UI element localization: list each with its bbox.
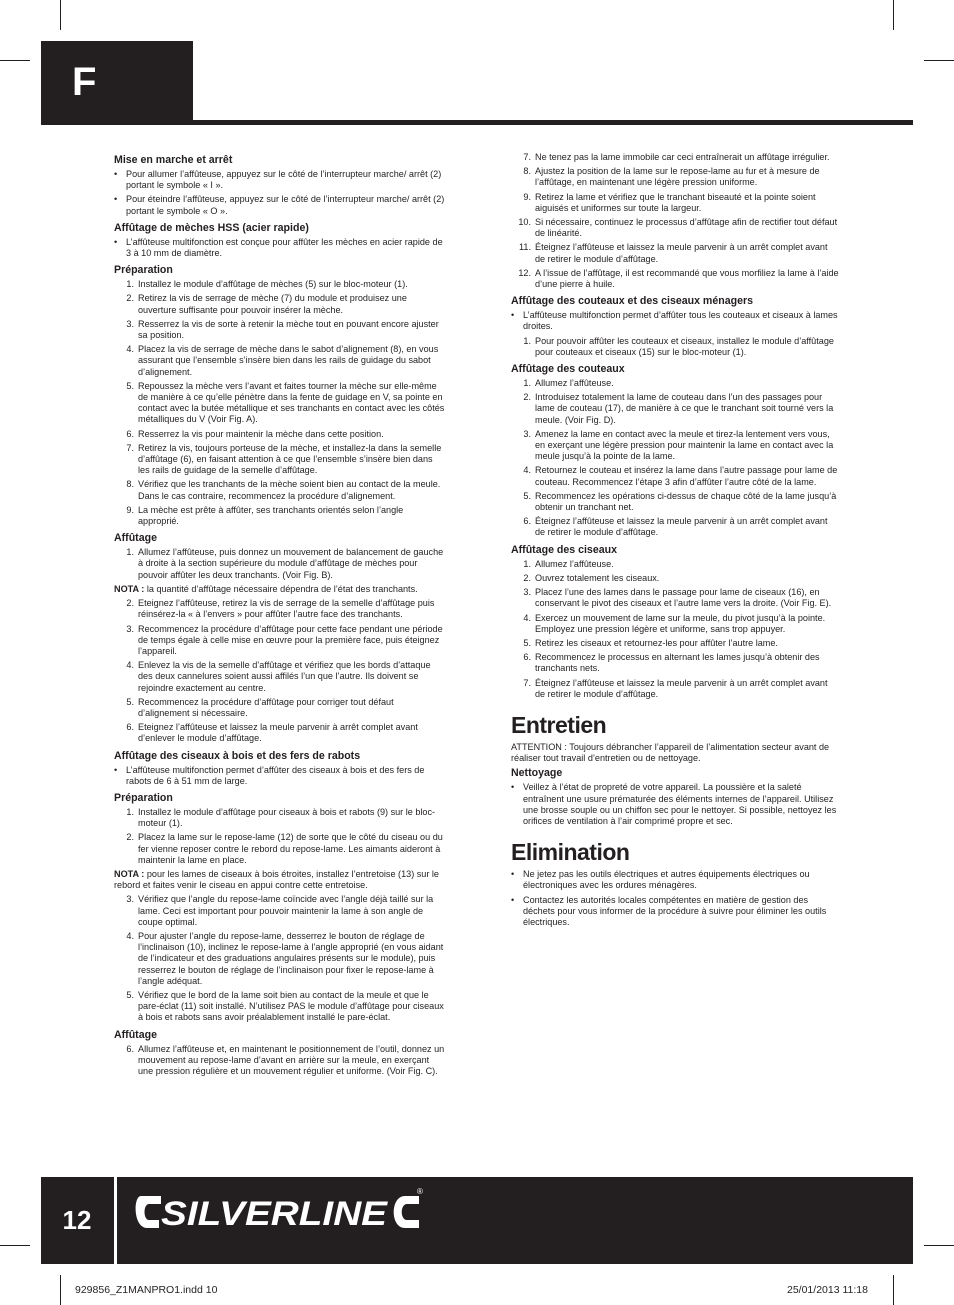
heading-nettoyage: Nettoyage <box>511 767 563 780</box>
item-text: Éteignez l’affûteuse et laissez la meule parvenir à un arrêt complet avant de retirer le module d’affûtage. <box>535 516 828 538</box>
step-number: 2. <box>523 392 531 403</box>
step-number: 5. <box>126 380 134 391</box>
item-text: Placez la vis de serrage de mèche dans le sabot d’alignement (8), en vous assurant que l’ensemble s’insère bien dans les rails de guidage du sabot d’alignement. <box>138 344 439 377</box>
bullet-marker: • <box>114 194 118 205</box>
aff2-list <box>114 1044 446 1078</box>
heading-elimination: Elimination <box>511 839 630 866</box>
numbered-step <box>114 807 446 829</box>
continued-list <box>511 152 840 290</box>
numbered-step <box>511 516 840 538</box>
step-number: 1. <box>126 547 134 558</box>
step-number: 2. <box>126 832 134 843</box>
step-number: 6. <box>523 652 531 663</box>
item-text: Allumez l’affûteuse et, en maintenant le positionnement de l’outil, donnez un mouvement au repose-lame d’avant en arrière sur la meule, en exerçant une pression régulière et un mouvement régulier et uniforme. (Voir Fig. C). <box>138 1043 445 1076</box>
item-text: Eteignez l’affûteuse et laissez la meule parvenir à arrêt complet avant d’enlever le module d’affûtage. <box>138 722 418 744</box>
footer-divider <box>114 1177 117 1264</box>
step-number: 1. <box>523 558 531 569</box>
note-1: NOTA : la quantité d’affûtage nécessaire dépendra de l’état des tranchants. <box>114 583 418 594</box>
item-text: Ne tenez pas la lame immobile car ceci entraînerait un affûtage irrégulier. <box>535 152 830 162</box>
numbered-step <box>114 279 446 290</box>
item-text: A l’issue de l’affûtage, il est recommandé que vous morfiliez la lame à l’aide d’une pierre à huile. <box>535 267 839 290</box>
item-text: Allumez l’affûteuse, puis donnez un mouvement de balancement de gauche à droite à la section supérieure du module d’affûtage de mèches pour pouvoir affûter les deux tranchants. (Voir Fig. B). <box>138 547 444 580</box>
prep1-list <box>114 279 446 527</box>
bullet-item <box>114 765 446 787</box>
numbered-step <box>114 697 446 719</box>
numbered-step <box>114 598 446 620</box>
knives-scissors-bullets <box>511 310 840 332</box>
step-number: 7. <box>523 152 531 162</box>
chisels-list <box>114 765 446 787</box>
item-text: La mèche est prête à affûter, ses tranchants orientés selon l’angle approprié. <box>138 504 404 527</box>
elimination-list <box>511 869 840 928</box>
item-text: Vérifiez que les tranchants de la mèche soient bien au contact de la meule. Dans le cas contraire, recommencez la procédure d’alignement. <box>138 479 441 501</box>
slug-date: 25/01/2013 11:18 <box>787 1284 868 1296</box>
aff1a-list <box>114 547 446 581</box>
bullet-item <box>511 782 840 827</box>
item-text: Amenez la lame en contact avec la meule et tirez-la lentement vers vous, en exerçant une légère pression pour maintenir la lame en contact avec la meule jusqu’à la pointe de la lame. <box>535 428 834 462</box>
knives-list <box>511 378 840 539</box>
step-number: 3. <box>126 623 134 634</box>
crop-mark <box>924 1245 954 1246</box>
numbered-step <box>114 722 446 744</box>
step-number: 5. <box>126 989 134 1000</box>
prep2b-list <box>114 894 446 1023</box>
registered-mark: ® <box>417 1187 423 1196</box>
heading-hss: Affûtage de mèches HSS (acier rapide) <box>114 221 309 234</box>
crop-mark <box>893 0 894 30</box>
item-text: Ajustez la position de la lame sur le repose-lame au fur et à mesure de l’affûtage, en maintenant une légère pression uniforme. <box>535 166 820 188</box>
numbered-step <box>511 491 840 513</box>
item-text: Retirez la vis, toujours porteuse de la mèche, et installez-la dans la semelle d’affûtage (6), en faisant attention à ce que l’ensemble s’insère bien dans les rails de guidage de la semelle d’affûtage. <box>138 442 442 476</box>
bullet-marker: • <box>114 169 118 179</box>
item-text: Pour éteindre l’affûteuse, appuyez sur le côté de l’interrupteur marche/ arrêt (2) portant le symbole « O ». <box>126 194 445 216</box>
step-number: 3. <box>523 587 531 598</box>
step-number: 2. <box>126 293 134 304</box>
item-text: Vérifiez que l’angle du repose-lame coïncide avec l’angle déjà taillé sur la lame. Ceci est important pour pouvoir maintenir la lame à son angle de coupe optimal. <box>138 894 434 927</box>
item-text: Contactez les autorités locales compétentes en matière de gestion des déchets pour vous informer de la procédure à suivre pour éliminer les outils électriques. <box>523 894 827 927</box>
item-text: Vérifiez que le bord de la lame soit bien au contact de la meule et que le pare-éclat (11) soit installé. N’utilisez PAS le module d’affûtage pour ciseaux à bois et rabots sans avoir préalablement installé le pare-éclat. <box>138 989 444 1023</box>
heading-on-off: Mise en marche et arrêt <box>114 154 233 166</box>
item-text: Repoussez la mèche vers l’avant et faites tourner la mèche sur elle-même de manière à ce qu’elle pénètre dans la fente de guidage en V, sa pointe en contact avec la butée métallique et ses tranchants en contact avec les côtés métalliques du V (Voir Fig. A). <box>138 380 445 425</box>
scissors-list <box>511 559 840 700</box>
step-number: 1. <box>126 279 134 290</box>
step-number: 10. <box>518 217 531 228</box>
numbered-step <box>114 894 446 928</box>
item-text: Si nécessaire, continuez le processus d’affûtage afin de rectifier tout défaut de linéarité. <box>535 217 838 239</box>
heading-chisels: Affûtage des ciseaux à bois et des fers de rabots <box>114 749 361 762</box>
step-number: 12. <box>518 267 531 278</box>
item-text: L’affûteuse multifonction permet d’affûter tous les couteaux et ciseaux à lames droites. <box>523 310 838 332</box>
left-column <box>114 152 446 1080</box>
step-number: 2. <box>523 572 531 583</box>
item-text: Installez le module d’affûtage de mèches (5) sur le bloc-moteur (1). <box>138 279 408 290</box>
item-text: Introduisez totalement la lame de couteau dans l’un des passages pour lame de couteau (17), de manière à ce que le tranchant soit tourné vers la meule. (Voir Fig. D). <box>535 392 834 425</box>
step-number: 6. <box>523 516 531 527</box>
item-text: Éteignez l’affûteuse et laissez la meule parvenir à un arrêt complet avant de retirer le module d’affûtage. <box>535 677 828 699</box>
slug-file: 929856_Z1MANPRO1.indd 10 <box>75 1284 218 1296</box>
knives-scissors-steps <box>511 336 840 358</box>
attention-text: ATTENTION : Toujours débrancher l’appareil de l’alimentation secteur avant de réaliser tout travail d’entretien ou de nettoyage. <box>511 741 830 764</box>
numbered-step <box>511 152 840 163</box>
prep2a-list <box>114 807 446 866</box>
bullet-item <box>511 310 840 332</box>
item-text: Recommencez les opérations ci-dessus de chaque côté de la lame jusqu’à obtenir un tranchant net. <box>535 490 837 513</box>
step-number: 5. <box>126 696 134 707</box>
numbered-step <box>114 660 446 694</box>
item-text: Veillez à l’état de propreté de votre appareil. La poussière et la saleté entraînent une usure prématurée des éléments internes de l’appareil. Utilisez une brosse souple ou un chiffon sec pour le nettoyer. Si possible, nettoyez les orifices de ventilation à l’air comprimé propre et sec. <box>523 782 837 826</box>
numbered-step <box>511 465 840 487</box>
numbered-step <box>114 832 446 866</box>
step-number: 1. <box>126 806 134 817</box>
item-text: Recommencez le processus en alternant les lames jusqu’à obtenir des tranchants nets. <box>535 652 820 674</box>
step-number: 6. <box>126 428 134 439</box>
numbered-step <box>114 443 446 477</box>
heading-knives: Affûtage des couteaux <box>511 363 625 376</box>
item-text: L’affûteuse multifonction permet d’affûter des ciseaux à bois et des fers de rabots de 6 à 51 mm de large. <box>126 764 425 786</box>
numbered-step <box>511 336 840 358</box>
note-2: NOTA : pour les lames de ciseaux à bois étroites, installez l’entretoise (13) sur le rebord et faites venir le ciseau en appui contre cette entretoise. <box>114 868 439 891</box>
numbered-step <box>114 505 446 527</box>
item-text: Allumez l’affûteuse. <box>535 378 614 389</box>
item-text: Retournez le couteau et insérez la lame dans l’autre passage pour lame de couteau. Recommencez l’étape 3 afin d’affûter l’autre côté de la lame. <box>535 465 838 487</box>
step-number: 1. <box>523 335 531 346</box>
step-number: 5. <box>523 490 531 501</box>
step-number: 3. <box>523 428 531 439</box>
crop-mark <box>0 1245 30 1246</box>
step-number: 6. <box>126 1043 134 1054</box>
hss-list <box>114 237 446 259</box>
bullet-marker: • <box>511 782 515 793</box>
step-number: 9. <box>126 504 134 515</box>
item-text: Pour allumer l’affûteuse, appuyez sur le côté de l’interrupteur marche/ arrêt (2) portant le symbole « I ». <box>126 169 442 191</box>
numbered-step <box>114 547 446 581</box>
step-number: 3. <box>126 894 134 905</box>
numbered-step <box>511 242 840 264</box>
step-number: 11. <box>519 242 531 253</box>
step-number: 7. <box>126 442 134 453</box>
numbered-step <box>511 638 840 649</box>
numbered-step <box>511 678 840 700</box>
heading-affutage: Affûtage <box>114 532 157 545</box>
step-number: 4. <box>126 660 134 671</box>
item-text: Éteignez l’affûteuse et laissez la meule parvenir à un arrêt complet avant de retirer le module d’affûtage. <box>535 242 828 264</box>
silverline-logo <box>135 1188 425 1236</box>
numbered-step <box>511 429 840 463</box>
crop-mark <box>0 60 30 61</box>
step-number: 6. <box>126 722 134 733</box>
numbered-step <box>114 381 446 426</box>
item-text: Enlevez la vis de la semelle d’affûtage et vérifiez que les bords d’attaque des deux cannelures soient aussi affilés l’un que l’autre. Ils doivent se rejoindre exactement au centre. <box>138 660 431 693</box>
numbered-step <box>114 429 446 440</box>
nettoyage-list <box>511 782 840 827</box>
item-text: Installez le module d’affûtage pour ciseaux à bois et rabots (9) sur le bloc-moteur (1). <box>138 806 436 829</box>
heading-scissors: Affûtage des ciseaux <box>511 543 617 556</box>
bullet-item <box>511 869 840 891</box>
item-text: Placez la lame sur le repose-lame (12) de sorte que le côté du ciseau ou du fer vienne reposer contre le rebord du repose-lame. Les aimants aideront à maintenir la lame en place. <box>138 832 443 865</box>
numbered-step <box>511 587 840 609</box>
numbered-step <box>114 931 446 987</box>
numbered-step <box>511 392 840 426</box>
item-text: Pour pouvoir affûter les couteaux et ciseaux, installez le module d’affûtage pour couteaux et ciseaux (15) sur le bloc-moteur (1). <box>535 335 834 357</box>
item-text: Placez l’une des lames dans le passage pour lame de ciseaux (16), en conservant le pivot des ciseaux et l’autre lame vers la droite. (Voir Fig. E). <box>535 587 832 609</box>
step-number: 4. <box>126 930 134 941</box>
language-letter: F <box>72 60 97 104</box>
bullet-marker: • <box>114 764 118 775</box>
crop-mark <box>60 1275 61 1305</box>
step-number: 2. <box>126 598 134 609</box>
numbered-step <box>114 319 446 341</box>
item-text: L’affûteuse multifonction est conçue pour affûter les mèches en acier rapide de 3 à 10 mm de diamètre. <box>126 236 443 259</box>
item-text: Eteignez l’affûteuse, retirez la vis de serrage de la semelle d’affûtage puis réinsérez-la « à l’envers » pour affûter l’autre face des tranchants. <box>138 598 435 620</box>
numbered-step <box>114 1044 446 1078</box>
numbered-step <box>114 479 446 501</box>
numbered-step <box>511 613 840 635</box>
item-text: Retirez la vis de serrage de mèche (7) du module et produisez une ouverture suffisante pour pouvoir insérer la mèche. <box>138 293 407 315</box>
numbered-step <box>114 293 446 315</box>
numbered-step <box>511 652 840 674</box>
numbered-step <box>511 268 840 290</box>
step-number: 4. <box>523 465 531 476</box>
numbered-step <box>114 990 446 1024</box>
numbered-step <box>511 573 840 584</box>
item-text: Ouvrez totalement les ciseaux. <box>535 572 660 583</box>
bullet-item <box>114 194 446 216</box>
page-number: 12 <box>62 1205 92 1235</box>
crop-mark <box>924 60 954 61</box>
crop-mark <box>893 1275 894 1305</box>
item-text: Exercez un mouvement de lame sur la meule, du pivot jusqu’à la pointe. Employez une pression légère et uniforme, sans trop appuyer. <box>535 612 826 634</box>
step-number: 5. <box>523 637 531 648</box>
numbered-step <box>511 559 840 570</box>
bullet-marker: • <box>511 894 515 905</box>
item-text: Resserrez la vis pour maintenir la mèche dans cette position. <box>138 428 384 439</box>
right-column <box>511 152 840 931</box>
aff1b-list <box>114 598 446 744</box>
header-rule <box>41 120 913 125</box>
item-text: Retirez la lame et vérifiez que le tranchant biseauté et la pointe soient aiguisés et uniformes sur toute la largeur. <box>535 191 816 213</box>
item-text: Resserrez la vis de sorte à retenir la mèche tout en pouvant encore ajuster sa position. <box>138 318 439 341</box>
step-number: 4. <box>126 344 134 355</box>
numbered-step <box>511 166 840 188</box>
logo-wordmark: SILVERLINE <box>161 1195 389 1233</box>
bullet-marker: • <box>511 310 515 321</box>
heading-entretien: Entretien <box>511 711 607 738</box>
numbered-step <box>511 192 840 214</box>
item-text: Pour ajuster l’angle du repose-lame, desserrez le bouton de réglage de l’inclinaison (10), inclinez le repose-lame à l’angle approprié (en vous aidant de l’indicateur et des graduations angulaires présents sur le module), puis resserrez le bouton de réglage de l’inclinaison pour fixer le repose-lame à l’angle adéquat. <box>138 930 444 986</box>
item-text: Recommencez la procédure d’affûtage pour corriger tout défaut d’alignement si nécessaire. <box>138 696 394 718</box>
step-number: 8. <box>126 479 134 490</box>
bullet-item <box>114 237 446 259</box>
bullet-item <box>114 169 446 191</box>
bullet-item <box>511 895 840 929</box>
step-number: 9. <box>523 191 531 202</box>
heading-preparation: Préparation <box>114 264 173 277</box>
numbered-step <box>511 217 840 239</box>
item-text: Allumez l’affûteuse. <box>535 558 614 569</box>
heading-knives-scissors: Affûtage des couteaux et des ciseaux ménagers <box>511 295 753 308</box>
item-text: Recommencez la procédure d’affûtage pour cette face pendant une période de temps égale à celle mise en œuvre pour la première face, puis éteignez l’appareil. <box>138 623 443 656</box>
step-number: 1. <box>523 378 531 389</box>
item-text: Retirez les ciseaux et retournez-les pour affûter l’autre lame. <box>535 637 778 648</box>
item-text: Ne jetez pas les outils électriques et autres équipements électriques ou électroniques avec les ordures ménagères. <box>523 869 810 891</box>
step-number: 3. <box>126 318 134 329</box>
numbered-step <box>511 378 840 389</box>
step-number: 8. <box>523 166 531 177</box>
numbered-step <box>114 344 446 378</box>
step-number: 4. <box>523 612 531 623</box>
on-off-list <box>114 169 446 217</box>
bullet-marker: • <box>114 236 118 247</box>
heading-affutage-2: Affûtage <box>114 1028 157 1041</box>
numbered-step <box>114 624 446 658</box>
crop-mark <box>60 0 61 30</box>
language-tab <box>41 41 193 123</box>
step-number: 7. <box>523 677 531 688</box>
heading-preparation-2: Préparation <box>114 791 173 804</box>
bullet-marker: • <box>511 869 515 880</box>
